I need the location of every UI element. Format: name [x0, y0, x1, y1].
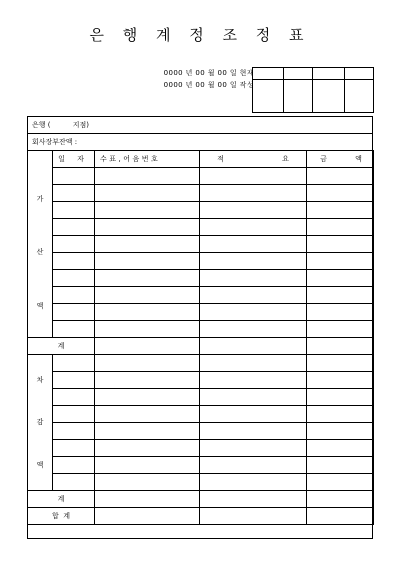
table-row[interactable] [28, 321, 374, 338]
table-row[interactable] [28, 457, 374, 474]
check-number-header: 수표,어음번호 [95, 151, 200, 168]
prepared-date: 0000 년 00 월 00 일 작성 [163, 81, 254, 89]
table-row[interactable] [28, 406, 374, 423]
table-row[interactable] [28, 474, 374, 491]
table-row[interactable] [28, 219, 374, 236]
approval-header-cell [253, 68, 284, 80]
table-header-row [28, 151, 374, 168]
page-title: 은 행 계 정 조 정 표 [89, 26, 311, 44]
addition-label-2: 산 [36, 248, 44, 257]
approval-sign-cell[interactable] [313, 80, 345, 113]
grand-total-label: 합 계 [28, 508, 95, 525]
reconciliation-table [27, 150, 374, 525]
approval-sign-cell[interactable] [284, 80, 313, 113]
description-header: 적 요 [200, 151, 307, 168]
approval-sign-cell[interactable] [345, 80, 374, 113]
amount-header: 금 액 [307, 151, 374, 168]
bank-branch-field[interactable]: 은행 ( 지점) [28, 117, 372, 134]
table-row[interactable] [28, 236, 374, 253]
grand-total-row[interactable] [28, 508, 374, 525]
subtraction-label-2: 감 [36, 418, 44, 427]
table-row[interactable] [28, 423, 374, 440]
subtraction-label-1: 차 [36, 375, 44, 384]
approval-stamp-grid [252, 67, 374, 113]
subtraction-side-label [28, 355, 53, 491]
table-row[interactable] [28, 440, 374, 457]
table-row[interactable] [28, 253, 374, 270]
as-of-date: 0000 년 00 월 00 일 현재 [163, 69, 254, 77]
date-header: 일 자 [53, 151, 95, 168]
addition-subtotal-row[interactable] [28, 338, 374, 355]
addition-subtotal-label: 계 [28, 338, 95, 355]
subtraction-subtotal-row[interactable] [28, 491, 374, 508]
table-row[interactable] [28, 372, 374, 389]
subtraction-subtotal-label: 계 [28, 491, 95, 508]
subtraction-label-3: 액 [36, 461, 44, 470]
table-row[interactable] [28, 355, 374, 372]
company-balance-field[interactable]: 회사장부잔액 : [28, 134, 372, 151]
table-row[interactable] [28, 202, 374, 219]
table-row[interactable] [28, 168, 374, 185]
approval-header-cell [345, 68, 374, 80]
addition-label-3: 액 [36, 301, 44, 310]
table-row[interactable] [28, 389, 374, 406]
addition-label-1: 가 [36, 194, 44, 203]
table-row[interactable] [28, 185, 374, 202]
approval-header-cell [284, 68, 313, 80]
approval-header-cell [313, 68, 345, 80]
addition-side-label [28, 168, 53, 338]
approval-sign-cell[interactable] [253, 80, 284, 113]
table-row[interactable] [28, 287, 374, 304]
table-row[interactable] [28, 270, 374, 287]
header-blank-cell [28, 151, 53, 168]
table-row[interactable] [28, 304, 374, 321]
